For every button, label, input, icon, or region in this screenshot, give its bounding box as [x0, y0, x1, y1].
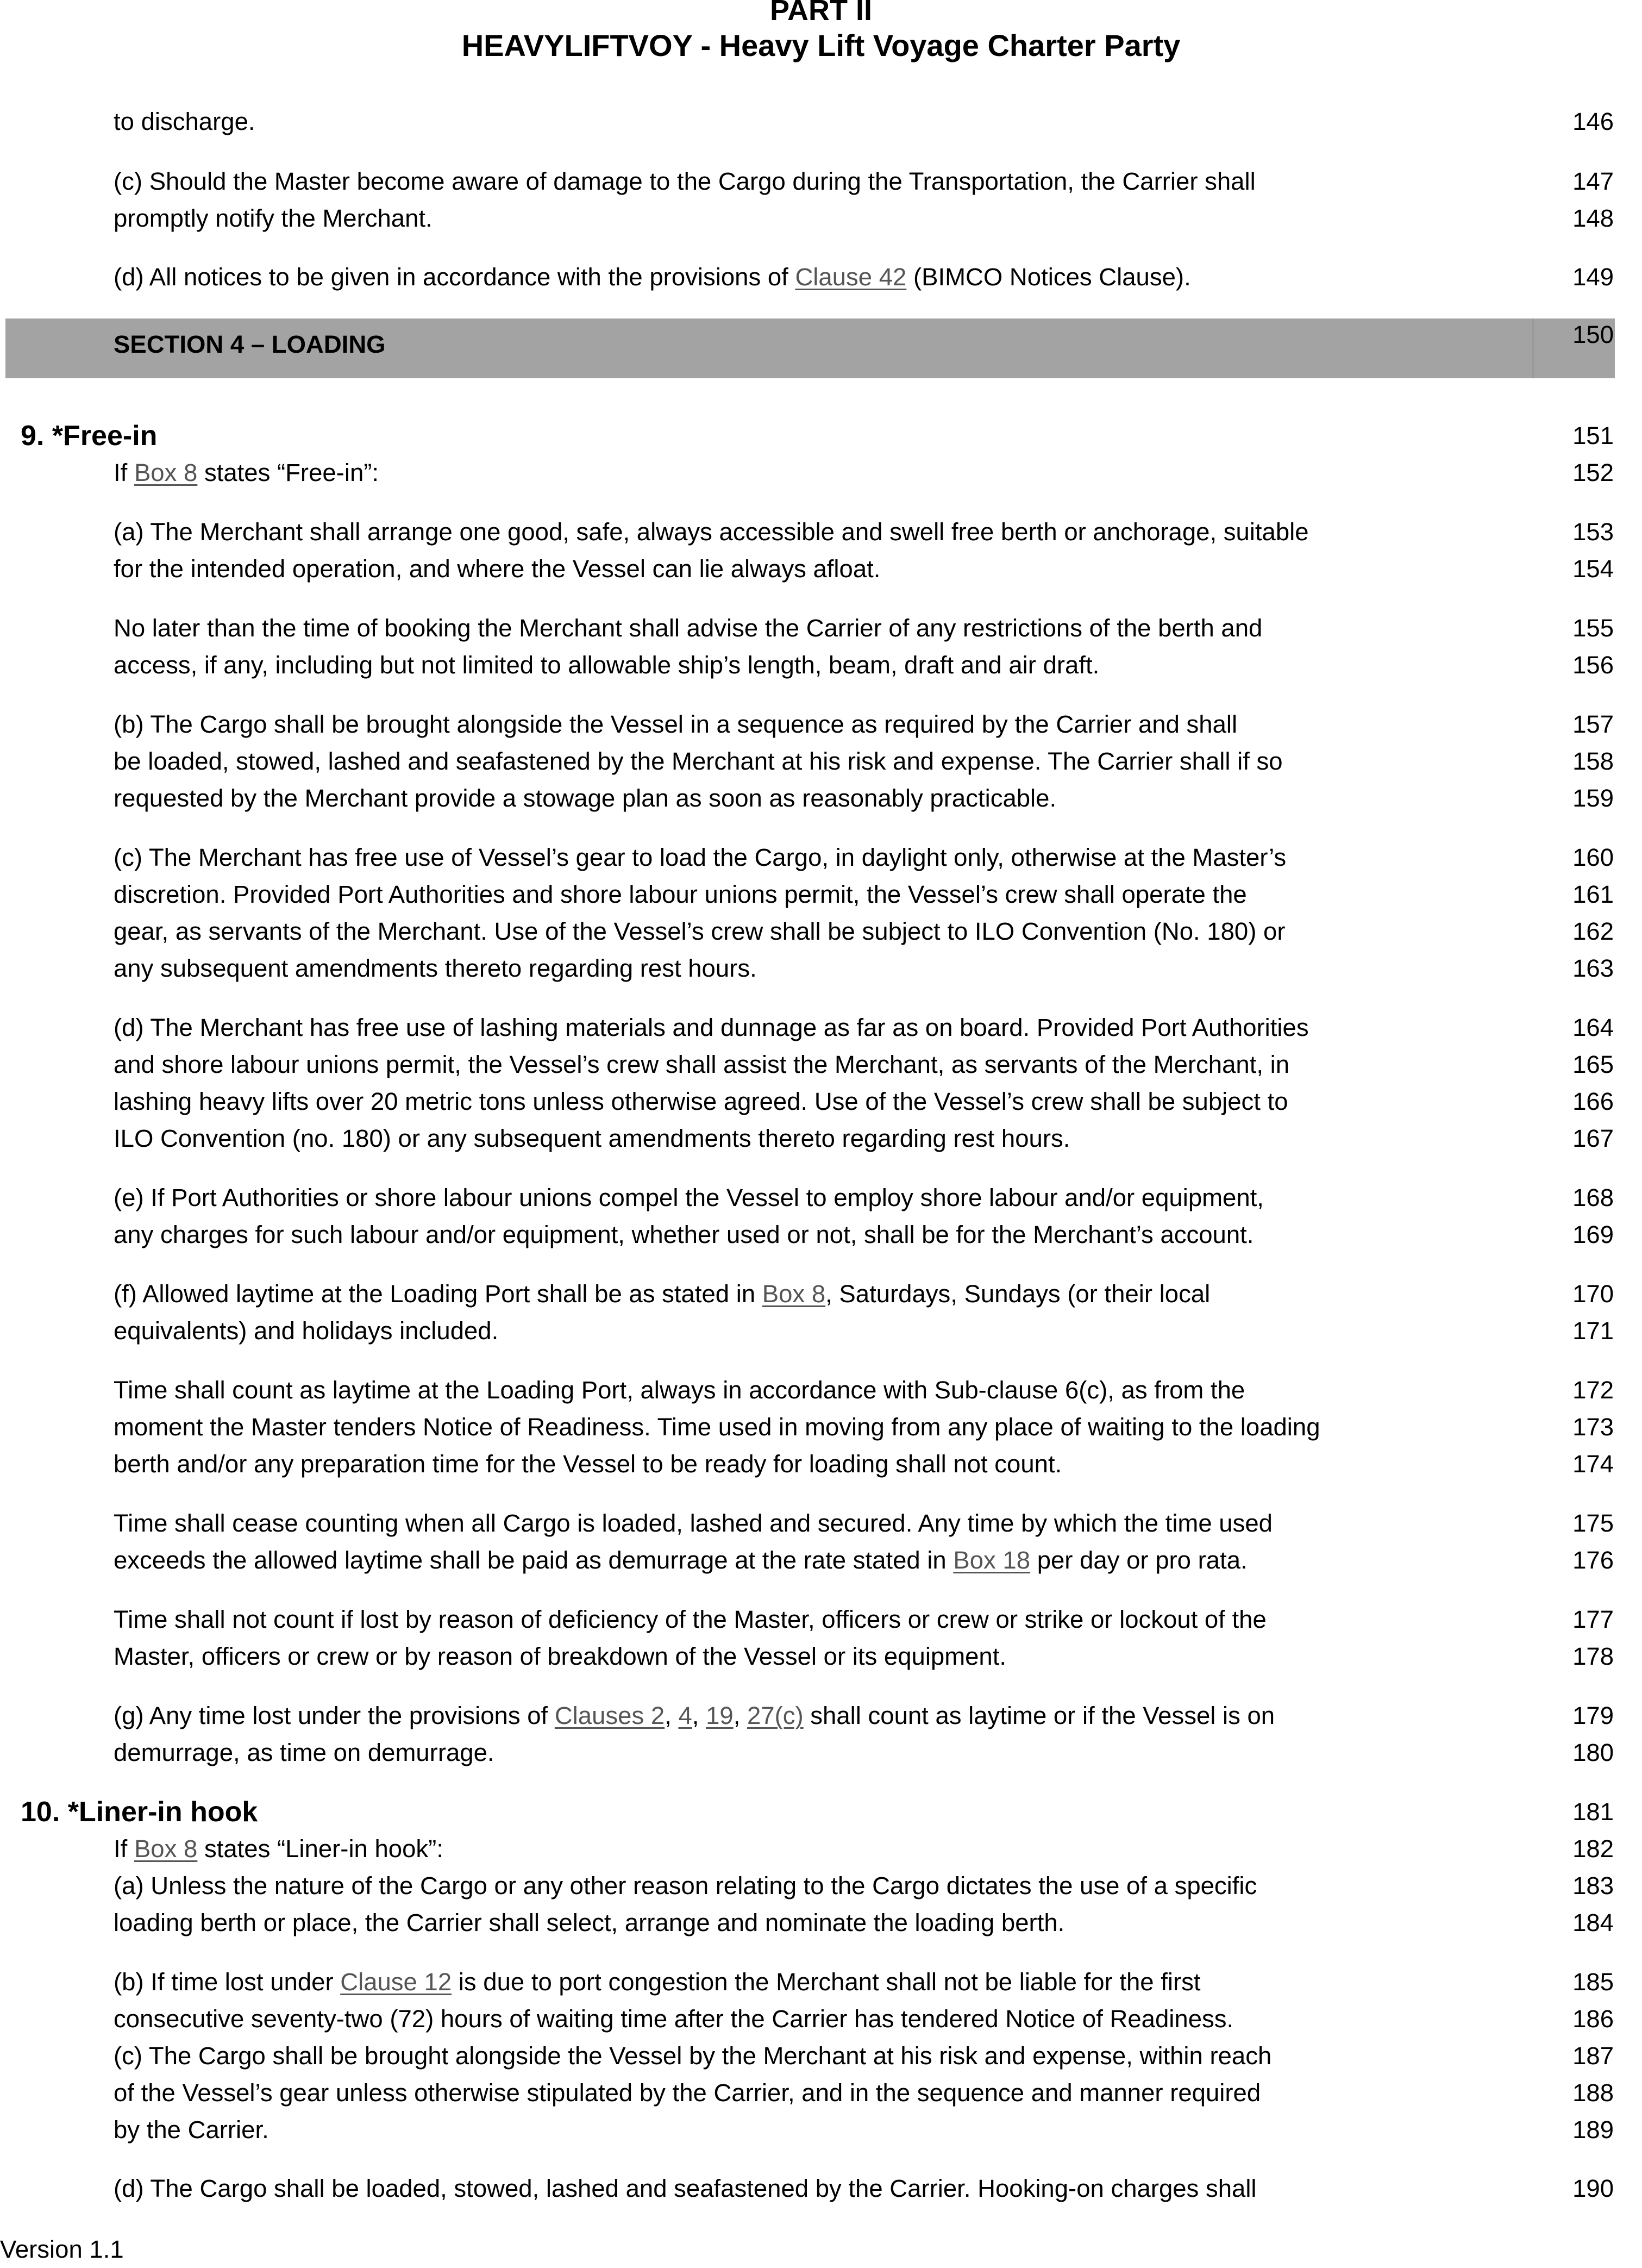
clause-heading-line [0, 417, 1642, 454]
text-segment: (f) Allowed laytime at the Loading Port shall be as stated in [114, 1280, 762, 1308]
line-number: 158 [1572, 747, 1614, 775]
line-text [114, 839, 1286, 876]
document-line [0, 706, 1642, 743]
document-line [0, 2111, 1642, 2148]
text-segment: is due to port congestion the Merchant shall not be liable for the first [452, 1968, 1201, 1996]
document-line [0, 2001, 1642, 2038]
text-segment: moment the Master tenders Notice of Readiness. Time used in moving from any place of waiting to the loading [114, 1413, 1320, 1441]
line-number: 175 [1572, 1509, 1614, 1537]
line-text [114, 647, 1099, 684]
line-number: 180 [1572, 1739, 1614, 1766]
line-number: 176 [1572, 1546, 1614, 1574]
document-line [0, 1313, 1642, 1349]
text-segment: (e) If Port Authorities or shore labour unions compel the Vessel to employ shore labour and/or equipment, [114, 1184, 1264, 1211]
text-segment: ILO Convention (no. 180) or any subsequent amendments thereto regarding rest hours. [114, 1124, 1070, 1152]
text-segment: (c) Should the Master become aware of damage to the Cargo during the Transportation, the Carrier shall [114, 167, 1256, 195]
text-segment: (d) All notices to be given in accordance with the provisions of [114, 263, 795, 291]
document-line [0, 1734, 1642, 1771]
text-segment: (g) Any time lost under the provisions of [114, 1702, 555, 1729]
document-line [0, 2170, 1642, 2207]
text-segment: per day or pro rata. [1030, 1546, 1248, 1574]
text-segment: equivalents) and holidays included. [114, 1317, 499, 1345]
text-segment: any charges for such labour and/or equipment, whether used or not, shall be for the Merchant’s account. [114, 1221, 1254, 1248]
document-line [0, 200, 1642, 237]
line-number: 162 [1572, 917, 1614, 945]
text-segment: (BIMCO Notices Clause). [906, 263, 1191, 291]
text-segment: access, if any, including but not limited to allowable ship’s length, beam, draft and air draft. [114, 651, 1100, 679]
line-text [114, 2170, 1257, 2207]
document-line [0, 1505, 1642, 1542]
line-number: 163 [1572, 954, 1614, 982]
text-segment: lashing heavy lifts over 20 metric tons unless otherwise agreed. Use of the Vessel’s crew shall be subject to [114, 1088, 1288, 1115]
line-text [114, 1120, 1070, 1157]
document-line [0, 1009, 1642, 1046]
line-number: 189 [1572, 2116, 1614, 2144]
text-segment: consecutive seventy-two (72) hours of waiting time after the Carrier has tendered Notice of Readiness. [114, 2005, 1234, 2033]
document-line [0, 647, 1642, 684]
document-line [0, 780, 1642, 817]
line-number: 151 [1572, 422, 1614, 449]
line-number: 167 [1572, 1124, 1614, 1152]
clause-reference-link[interactable]: Box 8 [134, 459, 198, 486]
line-number: 179 [1572, 1702, 1614, 1729]
line-text [114, 1734, 494, 1771]
document-line [0, 163, 1642, 200]
document-line [0, 2038, 1642, 2075]
text-segment: requested by the Merchant provide a stowage plan as soon as reasonably practicable. [114, 784, 1057, 812]
text-segment: Time shall cease counting when all Cargo is loaded, lashed and secured. Any time by which the time used [114, 1509, 1273, 1537]
line-text [114, 1904, 1064, 1941]
line-number: 183 [1572, 1872, 1614, 1900]
line-number: 182 [1572, 1835, 1614, 1863]
line-number: 164 [1572, 1014, 1614, 1041]
line-text [114, 1216, 1254, 1253]
line-number: 173 [1572, 1413, 1614, 1441]
text-segment: (b) If time lost under [114, 1968, 341, 1996]
document-line [0, 1120, 1642, 1157]
document-line [0, 913, 1642, 950]
line-text [114, 514, 1309, 551]
line-text [114, 1179, 1264, 1216]
document-line [0, 1409, 1642, 1446]
line-text [114, 1830, 443, 1867]
document-line [0, 876, 1642, 913]
text-segment: any subsequent amendments thereto regarding rest hours. [114, 954, 757, 982]
text-segment: (b) The Cargo shall be brought alongside the Vessel in a sequence as required by the Carrier and shall [114, 710, 1238, 738]
line-number: 169 [1572, 1221, 1614, 1248]
document-line [0, 259, 1642, 296]
line-number: 153 [1572, 518, 1614, 546]
line-text [114, 1505, 1273, 1542]
text-segment: exceeds the allowed laytime shall be paid as demurrage at the rate stated in [114, 1546, 954, 1574]
line-number: 159 [1572, 784, 1614, 812]
document-line [0, 1276, 1642, 1313]
document-line [0, 103, 1642, 140]
clause-heading-line [0, 1794, 1642, 1830]
text-segment: (a) Unless the nature of the Cargo or any other reason relating to the Cargo dictates the use of a specific [114, 1872, 1257, 1900]
document-title: HEAVYLIFTVOY - Heavy Lift Voyage Charter Party [461, 28, 1181, 63]
text-segment: to discharge. [114, 108, 255, 135]
document-line [0, 1867, 1642, 1904]
text-segment: gear, as servants of the Merchant. Use of the Vessel’s crew shall be subject to ILO Convention (No. 180) or [114, 917, 1286, 945]
text-segment: (c) The Merchant has free use of Vessel’s gear to load the Cargo, in daylight only, otherwise at the Master’s [114, 844, 1287, 871]
clause-reference-link[interactable]: Box 8 [134, 1835, 198, 1863]
text-segment: (c) The Cargo shall be brought alongside the Vessel by the Merchant at his risk and expense, within reach [114, 2042, 1272, 2070]
text-segment: 9. *Free-in [21, 420, 158, 452]
text-segment: of the Vessel’s gear unless otherwise stipulated by the Carrier, and in the sequence and manner required [114, 2079, 1261, 2107]
line-text [114, 1964, 1201, 2001]
line-text [114, 1313, 498, 1349]
text-segment: (d) The Cargo shall be loaded, stowed, lashed and seafastened by the Carrier. Hooking-on charges shall [114, 2175, 1257, 2202]
line-text [114, 743, 1283, 780]
text-segment: If [114, 459, 134, 486]
text-segment: No later than the time of booking the Merchant shall advise the Carrier of any restrictions of the berth and [114, 614, 1263, 642]
line-number: 154 [1572, 555, 1614, 583]
clause-reference-link[interactable]: 19 [706, 1702, 734, 1729]
line-text [114, 1542, 1248, 1579]
document-line [0, 2075, 1642, 2111]
line-number: 161 [1572, 880, 1614, 908]
document-line [0, 1446, 1642, 1483]
text-segment: Time shall count as laytime at the Loading Port, always in accordance with Sub-clause 6(c), as from the [114, 1376, 1245, 1404]
line-number: 166 [1572, 1088, 1614, 1115]
text-segment: , [665, 1702, 679, 1729]
line-text [114, 163, 1256, 200]
text-segment: shall count as laytime or if the Vessel is on [803, 1702, 1275, 1729]
text-segment: , Saturdays, Sundays (or their local [825, 1280, 1211, 1308]
text-segment: Time shall not count if lost by reason of deficiency of the Master, officers or crew or strike or lockout of the [114, 1605, 1267, 1633]
document-line [0, 551, 1642, 588]
line-number: 187 [1572, 2042, 1614, 2070]
document-line [0, 1830, 1642, 1867]
line-number: 174 [1572, 1450, 1614, 1478]
line-text [114, 780, 1056, 817]
line-number: 190 [1572, 2175, 1614, 2202]
line-number: 185 [1572, 1968, 1614, 1996]
text-segment: 10. *Liner-in hook [21, 1796, 258, 1828]
document-line [0, 839, 1642, 876]
document-line [0, 514, 1642, 551]
clause-reference-link[interactable]: Clause 12 [340, 1968, 452, 1996]
document-line [0, 1046, 1642, 1083]
document-line [0, 1216, 1642, 1253]
line-number: 172 [1572, 1376, 1614, 1404]
document-line [0, 1083, 1642, 1120]
line-text [114, 913, 1285, 950]
line-text [114, 200, 433, 237]
line-text [114, 950, 757, 987]
line-number: 155 [1572, 614, 1614, 642]
document-line [0, 454, 1642, 491]
text-segment: states “Liner-in hook”: [197, 1835, 443, 1863]
section-title: SECTION 4 – LOADING [114, 330, 386, 358]
clause-heading [21, 417, 157, 454]
clause-reference-link[interactable]: Clause 42 [795, 263, 907, 291]
text-segment: states “Free-in”: [197, 459, 379, 486]
line-text [114, 1409, 1320, 1446]
line-text [114, 2075, 1261, 2111]
document-line [0, 1964, 1642, 2001]
text-segment: , [733, 1702, 747, 1729]
text-segment: loading berth or place, the Carrier shall select, arrange and nominate the loading berth. [114, 1909, 1065, 1936]
line-number: 157 [1572, 710, 1614, 738]
line-text [114, 1009, 1309, 1046]
line-number: 146 [1572, 108, 1614, 135]
part-label: PART II [770, 0, 872, 27]
line-number: 165 [1572, 1051, 1614, 1078]
document-line [0, 610, 1642, 647]
section-line-number: 150 [1572, 321, 1614, 348]
line-number: 186 [1572, 2005, 1614, 2033]
clause-reference-link[interactable]: Box 8 [762, 1280, 826, 1308]
clause-reference-link[interactable]: 4 [678, 1702, 692, 1729]
document-line [0, 1542, 1642, 1579]
line-text [114, 1601, 1267, 1638]
line-number: 184 [1572, 1909, 1614, 1936]
line-text [114, 706, 1237, 743]
line-text [114, 2001, 1233, 2038]
line-number: 171 [1572, 1317, 1614, 1345]
line-text [114, 876, 1247, 913]
text-segment: berth and/or any preparation time for the Vessel to be ready for loading shall not count. [114, 1450, 1062, 1478]
text-segment: and shore labour unions permit, the Vessel’s crew shall assist the Merchant, as servants of the Merchant, in [114, 1051, 1290, 1078]
text-segment: , [692, 1702, 706, 1729]
text-segment: by the Carrier. [114, 2116, 269, 2144]
line-number: 147 [1572, 167, 1614, 195]
line-number: 168 [1572, 1184, 1614, 1211]
line-text [114, 1867, 1257, 1904]
line-number: 156 [1572, 651, 1614, 679]
line-text [114, 1046, 1289, 1083]
text-segment: If [114, 1835, 134, 1863]
version-footer: Version 1.1 [0, 2235, 124, 2263]
line-number: 152 [1572, 459, 1614, 486]
text-segment: Master, officers or crew or by reason of breakdown of the Vessel or its equipment. [114, 1642, 1007, 1670]
line-number: 188 [1572, 2079, 1614, 2107]
text-segment: (a) The Merchant shall arrange one good, safe, always accessible and swell free berth or anchorage, suitable [114, 518, 1309, 546]
line-text [114, 610, 1262, 647]
line-text [114, 103, 255, 140]
line-text [114, 1446, 1062, 1483]
text-segment: (d) The Merchant has free use of lashing materials and dunnage as far as on board. Provided Port Authorities [114, 1014, 1309, 1041]
clause-reference-link[interactable]: Clauses 2 [554, 1702, 665, 1729]
document-line [0, 1179, 1642, 1216]
clause-reference-link[interactable]: Box 18 [953, 1546, 1031, 1574]
line-text [114, 1083, 1288, 1120]
line-text [114, 454, 379, 491]
document-line [0, 743, 1642, 780]
text-segment: promptly notify the Merchant. [114, 204, 433, 232]
line-number: 181 [1572, 1798, 1614, 1826]
line-text [114, 2038, 1271, 2075]
line-text [114, 1372, 1245, 1409]
text-segment: discretion. Provided Port Authorities and shore labour unions permit, the Vessel’s crew shall operate the [114, 880, 1247, 908]
document-line [0, 1601, 1642, 1638]
line-number: 149 [1572, 263, 1614, 291]
text-segment: be loaded, stowed, lashed and seafastened by the Merchant at his risk and expense. The Carrier shall if so [114, 747, 1283, 775]
document-line [0, 1372, 1642, 1409]
line-number: 178 [1572, 1642, 1614, 1670]
line-number: 170 [1572, 1280, 1614, 1308]
line-text [114, 259, 1191, 296]
document-line [0, 950, 1642, 987]
text-segment: demurrage, as time on demurrage. [114, 1739, 494, 1766]
document-line [0, 1697, 1642, 1734]
line-text [114, 2111, 269, 2148]
line-text [114, 1638, 1006, 1675]
clause-heading [21, 1794, 258, 1830]
line-text [114, 1276, 1210, 1313]
document-line [0, 1638, 1642, 1675]
line-text [114, 1697, 1275, 1734]
text-segment: for the intended operation, and where the Vessel can lie always afloat. [114, 555, 881, 583]
line-number: 148 [1572, 204, 1614, 232]
line-number: 177 [1572, 1605, 1614, 1633]
document-line [0, 1904, 1642, 1941]
clause-reference-link[interactable]: 27(c) [747, 1702, 804, 1729]
line-number: 160 [1572, 844, 1614, 871]
line-text [114, 551, 880, 588]
